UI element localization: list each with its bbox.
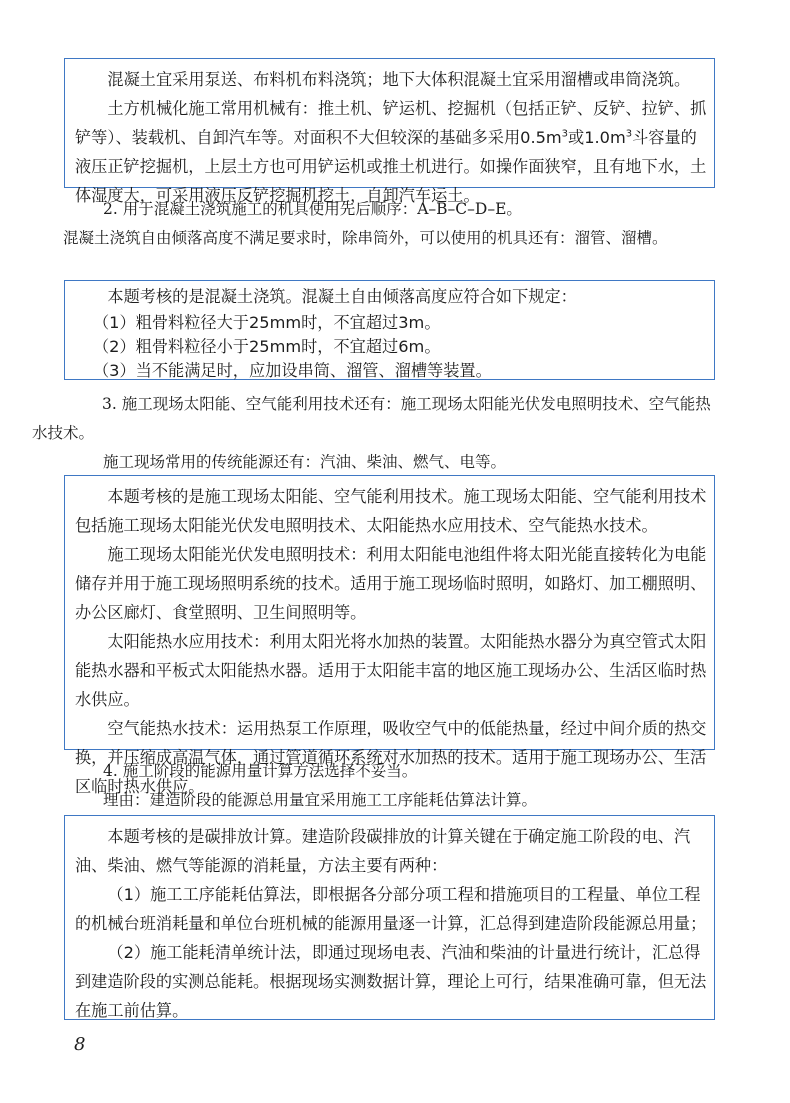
box4-paragraph-1: 本题考核的是碳排放计算。建造阶段碳排放的计算关键在于确定施工阶段的电、汽油、柴油、燃气等能源的消耗量，方法主要有两种： [75,827,691,875]
answer-3-line-1: 3. 施工现场太阳能、空气能利用技术还有：施工现场太阳能光伏发电照明技术、空气能热水技术。 [32,395,711,442]
box2-paragraph-3: （2）粗骨料粒径小于25mm时，不宜超过6m。 [93,337,441,356]
note-box-4 [64,815,715,1020]
box4-paragraph-2: （1）施工工序能耗估算法，即根据各分部分项工程和措施项目的工程量、单位工程的机械台班消耗量和单位台班机械的能源用量逐一计算，汇总得到建造阶段能源总用量； [75,885,707,933]
note-box-2 [64,280,715,380]
box2-paragraph-4: （3）当不能满足时，应加设串筒、溜管、溜槽等装置。 [93,361,492,380]
box3-paragraph-3: 太阳能热水应用技术：利用太阳光将水加热的装置。太阳能热水器分为真空管式太阳能热水器和平板式太阳能热水器。适用于太阳能丰富的地区施工现场办公、生活区临时热水供应。 [75,632,707,709]
box1-paragraph-2: 土方机械化施工常用机械有：推土机、铲运机、挖掘机（包括正铲、反铲、拉铲、抓铲等）、装载机、自卸汽车等。对面积不大但较深的基础多采用$0.5m^3$或$1.0m^3$斗容量的液压正铲挖掘机，上层土方也可用铲运机或推土机进行。如操作面狭窄，且有地下水，土体湿度大，可采用液压反铲挖掘机挖土，自卸汽车运土。 [75,99,707,205]
answer-3-line-2: 施工现场常用的传统能源还有：汽油、柴油、燃气、电等。 [103,453,507,471]
box3-paragraph-1: 本题考核的是施工现场太阳能、空气能利用技术。施工现场太阳能、空气能利用技术包括施工现场太阳能光伏发电照明技术、太阳能热水应用技术、空气能热水技术。 [75,487,707,535]
page-number: 8 [74,1034,86,1055]
answer-4-line-2: 理由：建造阶段的能源总用量宜采用施工工序能耗估算法计算。 [103,791,538,809]
answer-2-line-1: 2. 用于混凝土浇筑施工的机具使用先后顺序：A–B–C–D–E。 [103,200,522,218]
answer-4 [72,757,717,815]
answer-2 [63,195,717,253]
box3-paragraph-4: 空气能热水技术：运用热泵工作原理，吸收空气中的低能热量，经过中间介质的热交换，并压缩成高温气体，通过管道循环系统对水加热的技术。适用于施工现场办公、生活区临时热水供应。 [75,719,707,796]
note-box-1 [64,58,715,205]
box1-paragraph-1: 混凝土宜采用泵送、布料机布料浇筑；地下大体积混凝土宜采用溜槽或串筒浇筑。 [107,70,691,89]
answer-2-line-2: 混凝土浇筑自由倾落高度不满足要求时，除串筒外，可以使用的机具还有：溜管、溜槽。 [63,229,668,247]
box2-paragraph-2: （1）粗骨料粒径大于25mm时，不宜超过3m。 [93,313,441,332]
answer-3 [32,390,717,477]
box2-paragraph-1: 本题考核的是混凝土浇筑。混凝土自由倾落高度应符合如下规定： [107,287,577,306]
box3-paragraph-2: 施工现场太阳能光伏发电照明技术：利用太阳能电池组件将太阳光能直接转化为电能储存并用于施工现场照明系统的技术。适用于施工现场临时照明，如路灯、加工棚照明、办公区廊灯、食堂照明、卫生间照明等。 [75,545,707,622]
answer-4-line-1: 4. 施工阶段的能源用量计算方法选择不妥当。 [103,762,418,780]
box4-paragraph-3: （2）施工能耗清单统计法，即通过现场电表、汽油和柴油的计量进行统计，汇总得到建造阶段的实测总能耗。根据现场实测数据计算，理论上可行，结果准确可靠，但无法在施工前估算。 [75,943,707,1020]
